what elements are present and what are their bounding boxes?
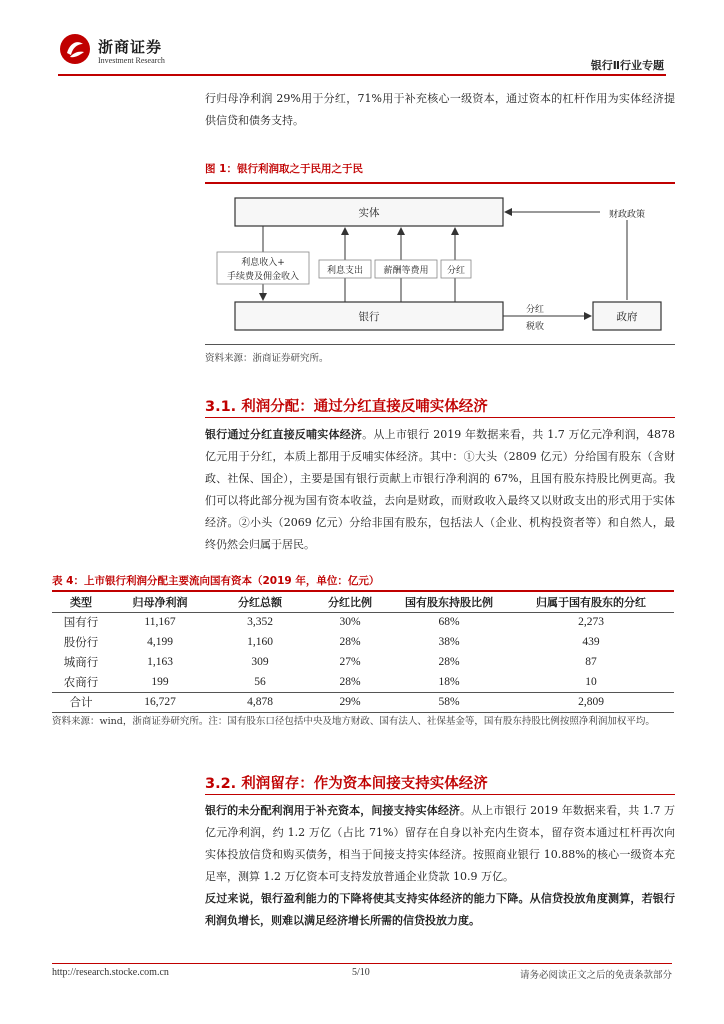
- figure-bottom-rule: [205, 344, 675, 345]
- table-header-cell: 国有股东持股比例: [390, 592, 508, 612]
- report-category-title: 银行Ⅱ行业专题: [590, 59, 664, 72]
- table-cell: 股份行: [63, 637, 99, 649]
- intro-paragraph: 行归母净利润 29%用于分红，71%用于补充核心一级资本，通过资本的杠杆作用为实体经济提供信贷和债务支持。: [205, 92, 675, 127]
- section-3-2-lead: 银行的未分配利润用于补充资本，间接支持实体经济: [205, 804, 461, 817]
- government-label: 政府: [616, 311, 638, 323]
- table-4-note: 资料来源：wind，浙商证券研究所。注：国有股东口径包括中央及地方财政、国有法人、社保基金等，国有股东持股比例按照净利润加权平均。: [52, 716, 655, 727]
- table-row: [52, 652, 674, 672]
- table-row: [52, 612, 674, 632]
- gov-tax-label: 税收: [525, 322, 545, 332]
- table-cell: 11,167: [144, 616, 176, 629]
- table-cell: 28%: [339, 675, 361, 688]
- table-header-row: [52, 592, 674, 612]
- header-divider: [58, 74, 666, 76]
- table-cell: 合计: [52, 692, 110, 712]
- profit-flow-diagram: [205, 186, 675, 342]
- zheshang-logo-icon: [58, 32, 92, 66]
- table-cell: 3,352: [247, 616, 273, 629]
- table-header-cell: 归母净利润: [110, 592, 210, 612]
- logo-english-text: Investment Research: [98, 56, 165, 65]
- figure-1-title: 图 1：银行利润取之于民用之于民: [205, 163, 363, 175]
- company-logo: [58, 30, 208, 70]
- table-cell: 309: [251, 656, 269, 668]
- salary-costs-label: 薪酬等费用: [383, 266, 429, 276]
- table-cell: 18%: [438, 675, 460, 688]
- interest-income-label-2: 手续费及佣金收入: [226, 272, 300, 282]
- section-3-2-heading: 3.2. 利润留存：作为资本间接支持实体经济: [205, 776, 488, 792]
- table-header-cell: 分红总额: [210, 592, 310, 612]
- table-cell: 4,199: [147, 636, 173, 648]
- interest-income-label-1: 利息收入+: [241, 258, 285, 268]
- table-row: [52, 632, 674, 652]
- entity-label: 实体: [358, 207, 380, 219]
- bank-label: 银行: [358, 311, 380, 323]
- table-cell: 10: [585, 675, 597, 688]
- table-4-title: 表 4：上市银行利润分配主要流向国有资本（2019 年，单位：亿元）: [52, 575, 380, 587]
- table-cell: 4,878: [210, 692, 310, 712]
- footer-divider: [52, 963, 672, 964]
- footer-disclaimer: 请务必阅读正文之后的免责条款部分: [519, 970, 672, 981]
- section-3-1-rule: [205, 417, 675, 418]
- table-cell: 38%: [438, 636, 460, 648]
- section-3-2-body: 。从上市银行 2019 年数据来看，共 1.7 万亿元净利润，约 1.2 万亿（占比 71%）留存在自身以补充内生资本，留存资本通过杠杆再次向实体投放信贷和购买债务，相当于间接支持实体经济。按照商业银行 10.88%的核心一级资本充足率，测算 1.2 万亿资本可支持发放普通企业贷款 10.9 万亿。: [205, 804, 675, 883]
- section-3-1-paragraph: [205, 424, 675, 556]
- table-header-cell: 分红比例: [310, 592, 390, 612]
- section-3-1-body: 。从上市银行 2019 年数据来看，共 1.7 万亿元净利润，4878 亿元用于分红，本质上都用于反哺实体经济。其中：①大头（2809 亿元）分给国有股东（含财政、社保、国企），主要是国有银行贡献上市银行净利润的 67%，且国有股东持股比例更高。我们可以将此部分视为国有资本收益，去向是财政，而财政收入最终又以财政支出的形式用于实体经济。②小头（2069 亿元）分给非国有股东，包括法人（企业、机构投资者等）和自然人，最终仍然会归属于居民。: [205, 428, 676, 551]
- table-cell: 城商行: [63, 657, 99, 669]
- section-3-1-heading: 3.1. 利润分配：通过分红直接反哺实体经济: [205, 399, 488, 415]
- section-3-2-paragraph: [205, 800, 675, 888]
- table-cell: 农商行: [63, 676, 99, 689]
- table-cell: 1,160: [247, 636, 273, 648]
- table-cell: 58%: [390, 692, 508, 712]
- section-3-2-rule: [205, 794, 675, 795]
- table-header-cell: 类型: [52, 592, 110, 612]
- table-cell: 439: [582, 636, 600, 648]
- table-header-cell: 归属于国有股东的分红: [508, 592, 674, 612]
- interest-expense-label: 利息支出: [326, 266, 364, 276]
- table-cell: 16,727: [110, 692, 210, 712]
- figure-1-source: 资料来源：浙商证券研究所。: [205, 353, 329, 364]
- table-cell: 30%: [339, 616, 361, 629]
- figure-top-rule: [205, 182, 675, 184]
- table-cell: 29%: [310, 692, 390, 712]
- footer-website-link[interactable]: http://research.stocke.com.cn: [52, 967, 169, 978]
- section-3-2-conclusion-text: 反过来说，银行盈利能力的下降将使其支持实体经济的能力下降。从信贷投放角度测算，若银行利润负增长，则难以满足经济增长所需的信贷投放力度。: [205, 892, 675, 927]
- logo-chinese-text: 浙商证券: [98, 38, 163, 56]
- table-total-row: [52, 692, 674, 712]
- dividend-label: 分红: [446, 266, 466, 276]
- section-3-2-conclusion: [205, 888, 675, 932]
- table-cell: 68%: [438, 616, 460, 629]
- page-number: 5/10: [352, 967, 370, 978]
- table-cell: 28%: [438, 656, 460, 668]
- table-cell: 国有行: [63, 617, 99, 630]
- table-cell: 56: [254, 675, 266, 688]
- table-cell: 87: [585, 656, 597, 668]
- table-cell: 199: [151, 675, 169, 688]
- gov-dividend-label: 分红: [525, 305, 545, 315]
- profit-distribution-table: [52, 592, 674, 713]
- table-cell: 2,809: [508, 692, 674, 712]
- table-cell: 2,273: [578, 616, 604, 629]
- table-cell: 28%: [339, 636, 361, 648]
- table-cell: 27%: [339, 656, 361, 668]
- table-cell: 1,163: [147, 656, 173, 668]
- table-row: [52, 672, 674, 692]
- section-3-1-lead: 银行通过分红直接反哺实体经济: [205, 428, 363, 441]
- fiscal-policy-label: 财政政策: [608, 210, 646, 220]
